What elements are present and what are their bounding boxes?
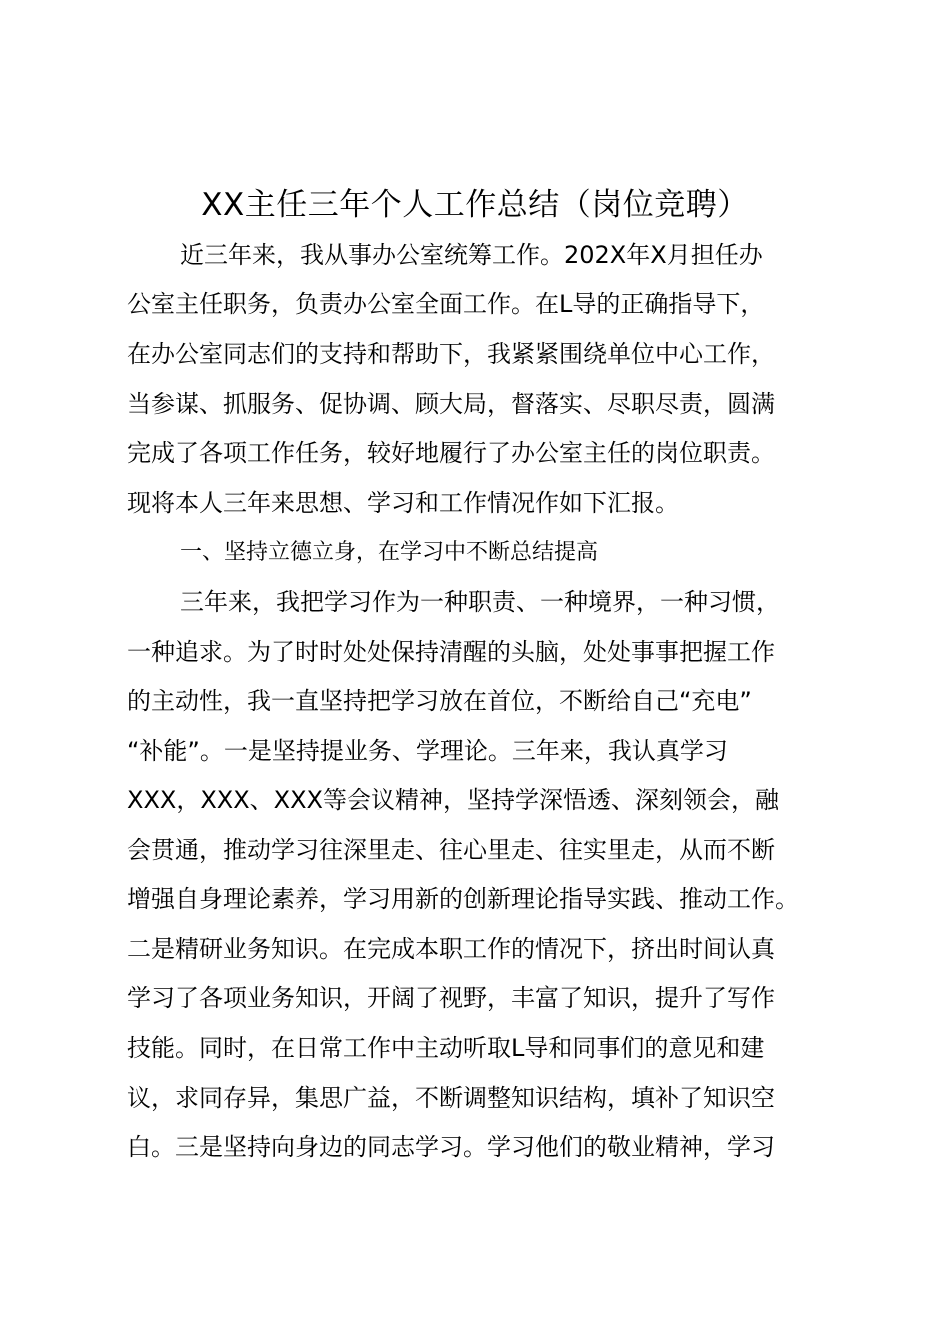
paragraph-2-line: 议，求同存异，集思广益，不断调整知识结构，填补了知识空 <box>127 1084 775 1112</box>
paragraph-2-line: XXX，XXX、XXX等会议精神，坚持学深悟透、深刻领会，融 <box>127 786 779 814</box>
paragraph-1-line: 完成了各项工作任务，较好地履行了办公室主任的岗位职责。 <box>127 439 775 467</box>
paragraph-1-line: 现将本人三年来思想、学习和工作情况作如下汇报。 <box>127 489 679 517</box>
paragraph-2-line: “补能”。一是坚持提业务、学理论。三年来，我认真学习 <box>127 737 728 765</box>
paragraph-1-line: 公室主任职务，负责办公室全面工作。在L导的正确指导下， <box>127 290 765 318</box>
paragraph-2-line: 增强自身理论素养，学习用新的创新理论指导实践、推动工作。 <box>127 885 799 913</box>
paragraph-2-line: 三年来，我把学习作为一种职责、一种境界，一种习惯， <box>180 588 780 616</box>
paragraph-2-line: 白。三是坚持向身边的同志学习。学习他们的敬业精神，学习 <box>127 1133 775 1161</box>
document-title: XX主任三年个人工作总结（岗位竞聘） <box>201 187 749 223</box>
paragraph-2-line: 一种追求。为了时时处处保持清醒的头脑，处处事事把握工作 <box>127 638 775 666</box>
paragraph-1-line: 近三年来，我从事办公室统筹工作。202X年X月担任办 <box>180 241 763 269</box>
paragraph-2-line: 技能。同时，在日常工作中主动听取L导和同事们的意见和建 <box>127 1034 765 1062</box>
paragraph-2-line: 会贯通，推动学习往深里走、往心里走、往实里走，从而不断 <box>127 836 775 864</box>
section-heading: 一、坚持立德立身，在学习中不断总结提高 <box>180 540 599 565</box>
paragraph-1-line: 当参谋、抓服务、促协调、顾大局，督落实、尽职尽责，圆满 <box>127 390 775 418</box>
paragraph-2-line: 学习了各项业务知识，开阔了视野，丰富了知识，提升了写作 <box>127 984 775 1012</box>
paragraph-2-line: 的主动性，我一直坚持把学习放在首位，不断给自己“充电” <box>127 687 752 715</box>
paragraph-1-line: 在办公室同志们的支持和帮助下，我紧紧围绕单位中心工作， <box>127 340 775 368</box>
paragraph-2-line: 二是精研业务知识。在完成本职工作的情况下，挤出时间认真 <box>127 935 775 963</box>
